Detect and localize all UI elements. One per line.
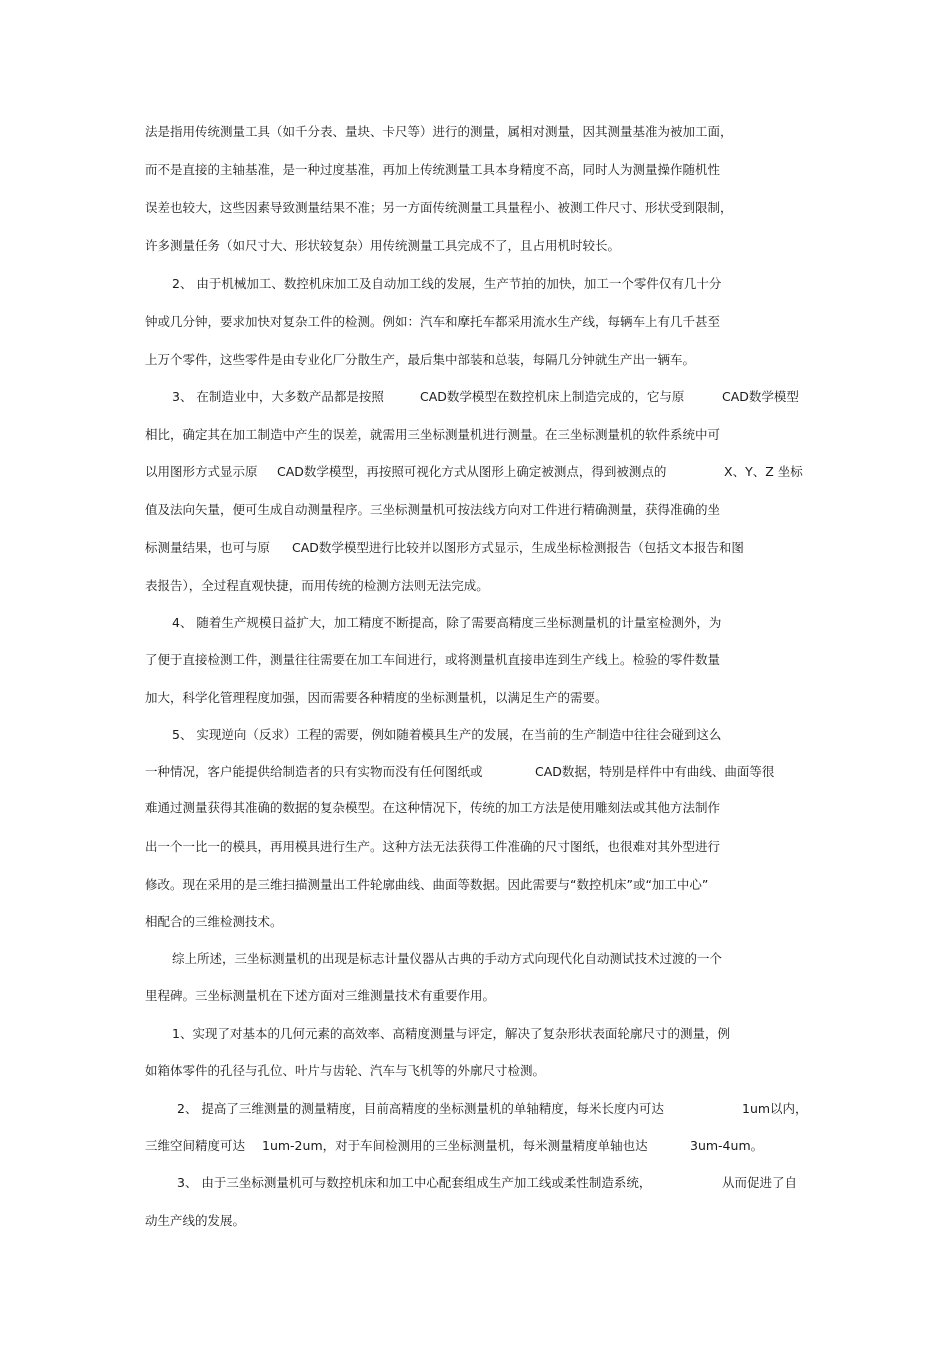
text-line (145, 502, 720, 518)
text-run: 综上所述，三坐标测量机的出现是标志计量仪器从古典的手动方式向现代化自动测试技术过渡的一个 (172, 951, 723, 966)
text-line (722, 1175, 797, 1191)
text-line (145, 652, 720, 668)
text-line (292, 540, 744, 556)
text-run: X、Y、Z 坐标 (724, 464, 803, 479)
text-run: CAD数据，特别是样件中有曲线、曲面等很 (535, 764, 775, 779)
text-line (420, 389, 684, 405)
text-run: 了便于直接检测工件，测量往往需要在加工车间进行，或将测量机直接串连到生产线上。检验的零件数量 (145, 652, 721, 667)
point-3 (177, 1175, 651, 1191)
text-run: CAD数学模型 (722, 389, 799, 404)
text-run: 2、 由于机械加工、数控机床加工及自动加工线的发展，生产节拍的加快，加工一个零件仅有几十分 (172, 276, 722, 291)
text-run: 2、 提高了三维测量的测量精度，目前高精度的坐标测量机的单轴精度，每米长度内可达 (177, 1101, 664, 1116)
text-run: 上万个零件，这些零件是由专业化厂分散生产，最后集中部装和总装，每隔几分钟就生产出一辆车。 (145, 352, 696, 367)
text-run: 动生产线的发展。 (145, 1213, 246, 1228)
text-run: 里程碑。三坐标测量机在下述方面对三维测量技术有重要作用。 (145, 988, 496, 1003)
text-run: 相比，确定其在加工制造中产生的误差，就需用三坐标测量机进行测量。在三坐标测量机的软件系统中可 (145, 427, 721, 442)
text-line (145, 427, 720, 443)
text-line (145, 1063, 545, 1079)
text-run: 3、 在制造业中，大多数产品都是按照 (172, 389, 384, 404)
text-run: 1um-2um，对于车间检测用的三坐标测量机，每米测量精度单轴也达 (262, 1138, 648, 1153)
list-item-5 (172, 727, 721, 743)
text-line (690, 1138, 763, 1154)
text-run: 出一个一比一的模具，再用模具进行生产。这种方法无法获得工件准确的尺寸图纸，也很难对其外型进行 (145, 839, 721, 854)
text-line (145, 540, 270, 556)
text-line (145, 352, 695, 368)
text-line (722, 389, 799, 405)
text-run: 表报告），全过程直观快捷，而用传统的检测方法则无法完成。 (145, 578, 489, 593)
text-line (145, 314, 720, 330)
list-item-2 (172, 276, 721, 292)
text-run: 如箱体零件的孔径与孔位、叶片与齿轮、汽车与飞机等的外廓尺寸检测。 (145, 1063, 546, 1078)
text-line (145, 578, 489, 594)
text-run: 1um以内， (742, 1101, 808, 1116)
text-line (145, 764, 483, 780)
text-line (145, 690, 608, 706)
text-run: 而不是直接的主轴基准，是一种过度基准，再加上传统测量工具本身精度不高，同时人为测量操作随机性 (145, 162, 721, 177)
text-run: 3、 由于三坐标测量机可与数控机床和加工中心配套组成生产加工线或柔性制造系统， (177, 1175, 652, 1190)
text-run: 三维空间精度可达 (145, 1138, 246, 1153)
text-run: 相配合的三维检测技术。 (145, 914, 283, 929)
text-run: 从而促进了自 (722, 1175, 798, 1190)
text-line (145, 124, 733, 140)
text-run: 以用图形方式显示原 (145, 464, 258, 479)
text-line (145, 800, 720, 816)
summary-paragraph (172, 951, 722, 967)
text-line (742, 1101, 808, 1117)
text-line (145, 839, 720, 855)
point-1 (172, 1026, 730, 1042)
text-line (145, 877, 708, 893)
text-run: 钟或几分钟，要求加快对复杂工件的检测。例如：汽车和摩托车都采用流水生产线，每辆车上有几千甚至 (145, 314, 721, 329)
text-run: 加大，科学化管理程度加强，因而需要各种精度的坐标测量机，以满足生产的需要。 (145, 690, 608, 705)
list-item-4 (172, 615, 721, 631)
text-run: 误差也较大，这些因素导致测量结果不准；另一方面传统测量工具量程小、被测工件尺寸、形状受到限制， (145, 200, 733, 215)
point-2 (177, 1101, 664, 1117)
text-run: 难通过测量获得其准确的数据的复杂模型。在这种情况下，传统的加工方法是使用雕刻法或其他方法制作 (145, 800, 721, 815)
text-run: 法是指用传统测量工具（如千分表、量块、卡尺等）进行的测量，属相对测量，因其测量基准为被加工面， (145, 124, 733, 139)
text-line (145, 162, 720, 178)
text-line (145, 200, 733, 216)
text-run: 值及法向矢量，便可生成自动测量程序。三坐标测量机可按法线方向对工件进行精确测量，获得准确的坐 (145, 502, 721, 517)
text-run: 5、 实现逆向（反求）工程的需要，例如随着模具生产的发展，在当前的生产制造中往往会碰到这么 (172, 727, 722, 742)
text-line (724, 464, 803, 480)
text-line (145, 464, 258, 480)
text-line (145, 914, 283, 930)
text-run: CAD数学模型在数控机床上制造完成的，它与原 (420, 389, 685, 404)
text-run: 一种情况，客户能提供给制造者的只有实物而没有任何图纸或 (145, 764, 483, 779)
text-run: CAD数学模型，再按照可视化方式从图形上确定被测点，得到被测点的 (277, 464, 667, 479)
text-run: 许多测量任务（如尺寸大、形状较复杂）用传统测量工具完成不了，且占用机时较长。 (145, 238, 621, 253)
text-line (145, 1213, 245, 1229)
text-line (535, 764, 774, 780)
list-item-3 (172, 389, 384, 405)
text-run: 修改。现在采用的是三维扫描测量出工件轮廓曲线、曲面等数据。因此需要与“数控机床”或“加工中心” (145, 877, 709, 892)
text-run: 4、 随着生产规模日益扩大，加工精度不断提高，除了需要高精度三坐标测量机的计量室检测外，为 (172, 615, 722, 630)
text-run: 3um-4um。 (690, 1138, 764, 1153)
text-line (145, 988, 495, 1004)
text-run: 1、实现了对基本的几何元素的高效率、高精度测量与评定，解决了复杂形状表面轮廓尺寸的测量，例 (172, 1026, 730, 1041)
text-run: CAD数学模型进行比较并以图形方式显示，生成坐标检测报告（包括文本报告和图 (292, 540, 744, 555)
text-run: 标测量结果，也可与原 (145, 540, 271, 555)
text-line (145, 1138, 245, 1154)
text-line (277, 464, 666, 480)
text-line (145, 238, 620, 254)
text-line (262, 1138, 648, 1154)
